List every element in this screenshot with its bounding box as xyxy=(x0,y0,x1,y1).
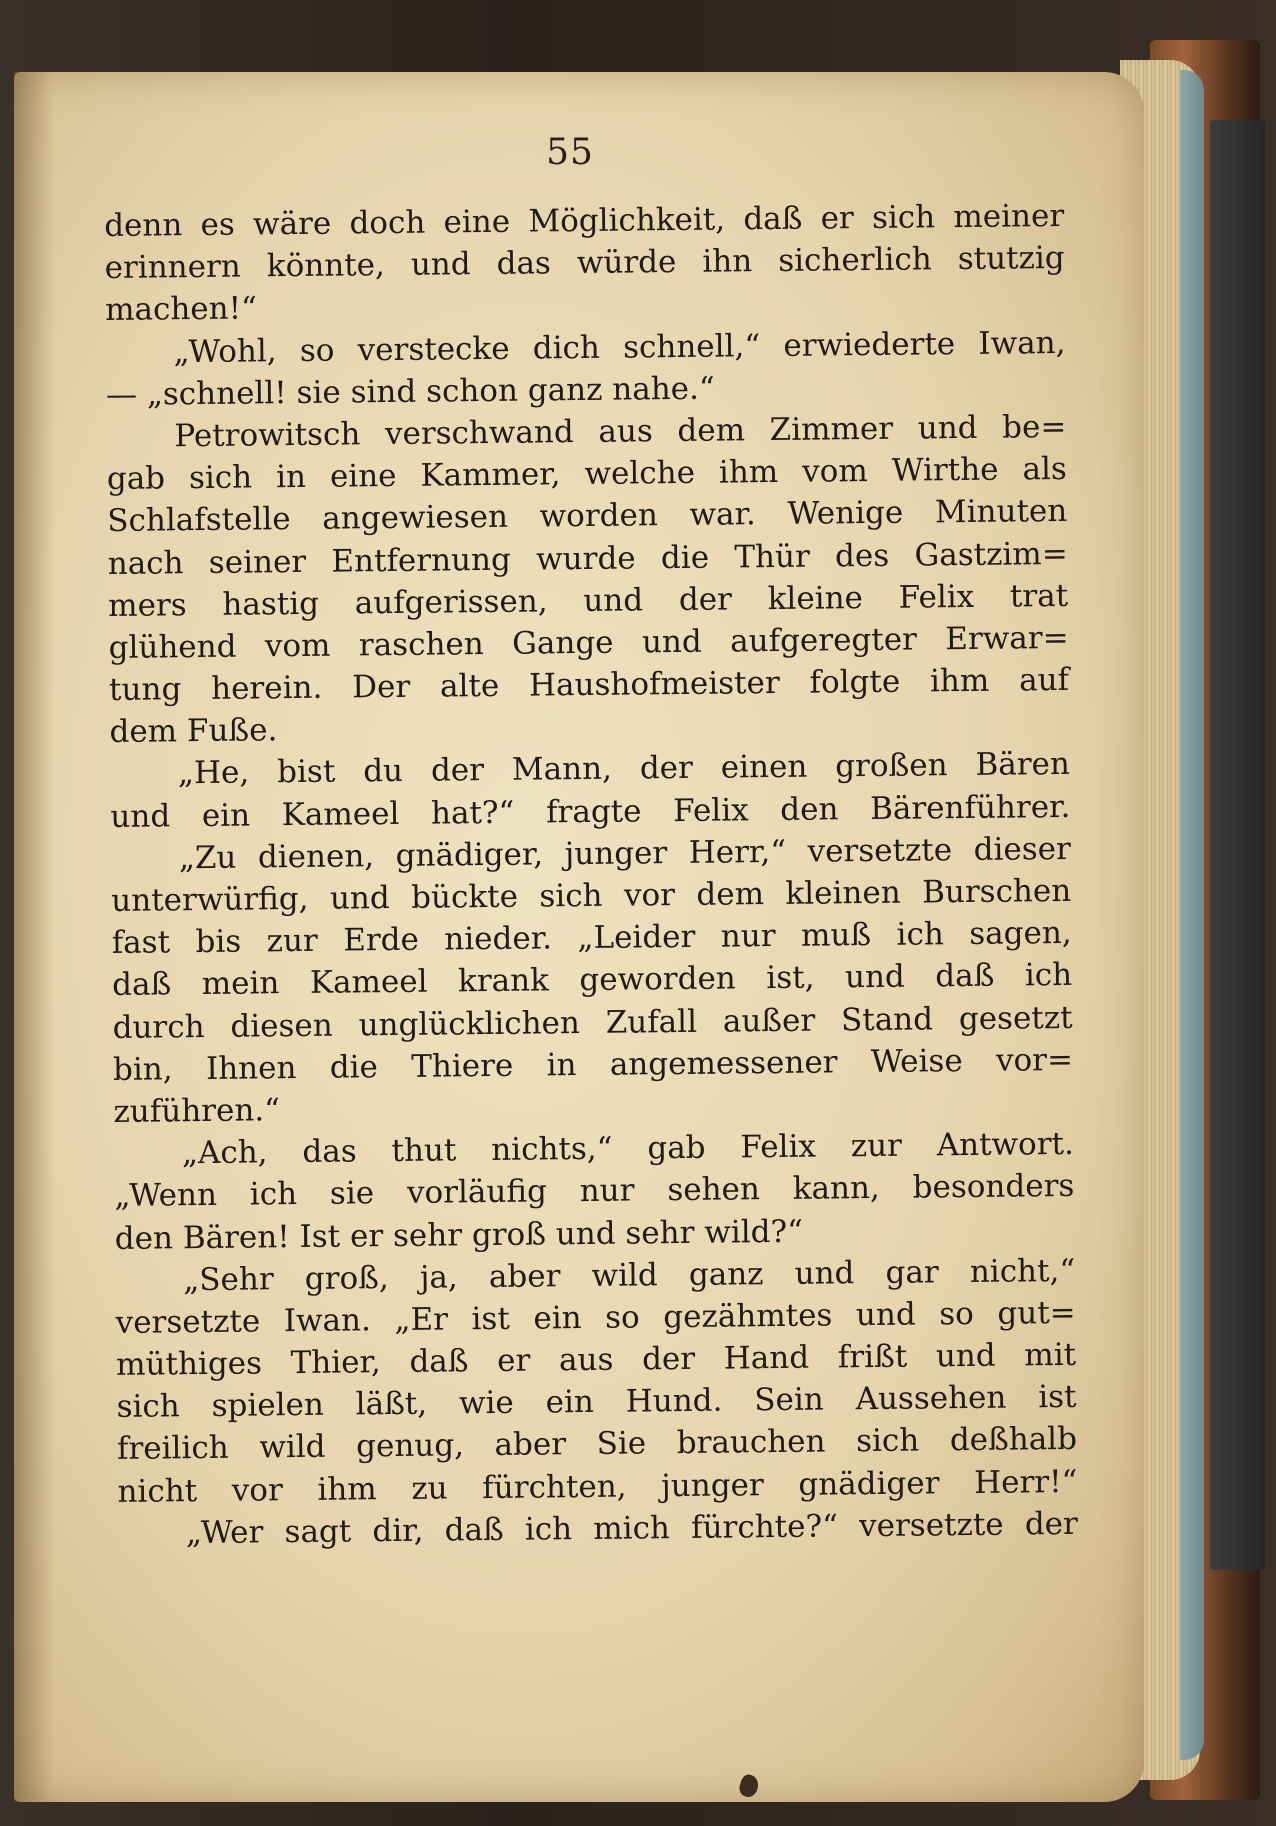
text-line: unterwürfig, und bückte sich vor dem kleinen Burschen xyxy=(111,872,1072,919)
text-line: Petrowitsch verschwand aus dem Zimmer und be= xyxy=(174,408,1067,455)
text-line: den Bären! Ist er sehr groß und sehr wild?“ xyxy=(114,1213,804,1257)
text-line: nach seiner Entfernung wurde die Thür des Gastzim= xyxy=(107,535,1068,582)
text-line: „Sehr groß, ja, aber wild ganz und gar nicht,“ xyxy=(183,1252,1076,1298)
book-cover-inner xyxy=(1210,120,1265,1570)
page-gutter-shadow xyxy=(14,72,54,1802)
text-line: Schlafstelle angewiesen worden war. Wenige Minuten xyxy=(107,493,1068,540)
text-line: „Wohl, so verstecke dich schnell,“ erwiederte Iwan, xyxy=(173,324,1066,370)
text-line: „He, bist du der Mann, der einen großen Bären xyxy=(177,746,1071,792)
text-line: durch diesen unglücklichen Zufall außer Stand gesetzt xyxy=(112,999,1073,1046)
text-line: bin, Ihnen die Thiere in angemessener Weise vor= xyxy=(112,1041,1074,1088)
text-line: gab sich in eine Kammer, welche ihm vom Wirthe als xyxy=(106,451,1068,498)
text-line: dem Fuße. xyxy=(109,712,278,751)
text-line: glühend vom raschen Gange und aufgeregter Erwar= xyxy=(108,619,1069,666)
text-line: „Wer sagt dir, daß ich mich fürchte?“ versetzte der xyxy=(185,1505,1079,1552)
text-line: „Zu dienen, gnädiger, junger Herr,“ versetzte dieser xyxy=(178,830,1071,877)
text-line: sich spielen läßt, wie ein Hund. Sein Aussehen ist xyxy=(116,1379,1077,1426)
page-text xyxy=(104,195,1078,1555)
text-line: und ein Kameel hat?“ fragte Felix den Bärenführer. xyxy=(110,788,1071,835)
text-line: — „schnell! sie sind schon ganz nahe.“ xyxy=(105,370,715,413)
page-edge-blue xyxy=(1180,70,1204,1760)
text-line: fast bis zur Erde nieder. „Leider nur muß ich sagen, xyxy=(111,915,1072,962)
text-line: denn es wäre doch eine Möglichkeit, daß er sich meiner xyxy=(104,197,1065,244)
text-line: „Wenn ich sie vorläufig nur sehen kann, besonders xyxy=(114,1168,1075,1215)
text-line: machen!“ xyxy=(104,290,258,329)
page-number: 55 xyxy=(546,132,594,173)
text-line: mers hastig aufgerissen, und der kleine Felix trat xyxy=(108,577,1069,624)
text-line: erinnern könnte, und das würde ihn sicherlich stutzig xyxy=(104,240,1065,287)
text-line: zuführen.“ xyxy=(113,1092,281,1130)
text-line: freilich wild genug, aber Sie brauchen sich deßhalb xyxy=(116,1421,1078,1468)
text-line: nicht vor ihm zu fürchten, junger gnädiger Herr!“ xyxy=(117,1463,1078,1510)
text-line: müthiges Thier, daß er aus der Hand frißt und mit xyxy=(115,1336,1077,1383)
text-line: „Ach, das thut nichts,“ gab Felix zur Antwort. xyxy=(181,1126,1075,1172)
text-line: daß mein Kameel krank geworden ist, und daß ich xyxy=(111,957,1073,1004)
text-line: tung herein. Der alte Haushofmeister folgte ihm auf xyxy=(108,661,1070,709)
text-line: versetzte Iwan. „Er ist ein so gezähmtes und so gut= xyxy=(115,1294,1076,1341)
